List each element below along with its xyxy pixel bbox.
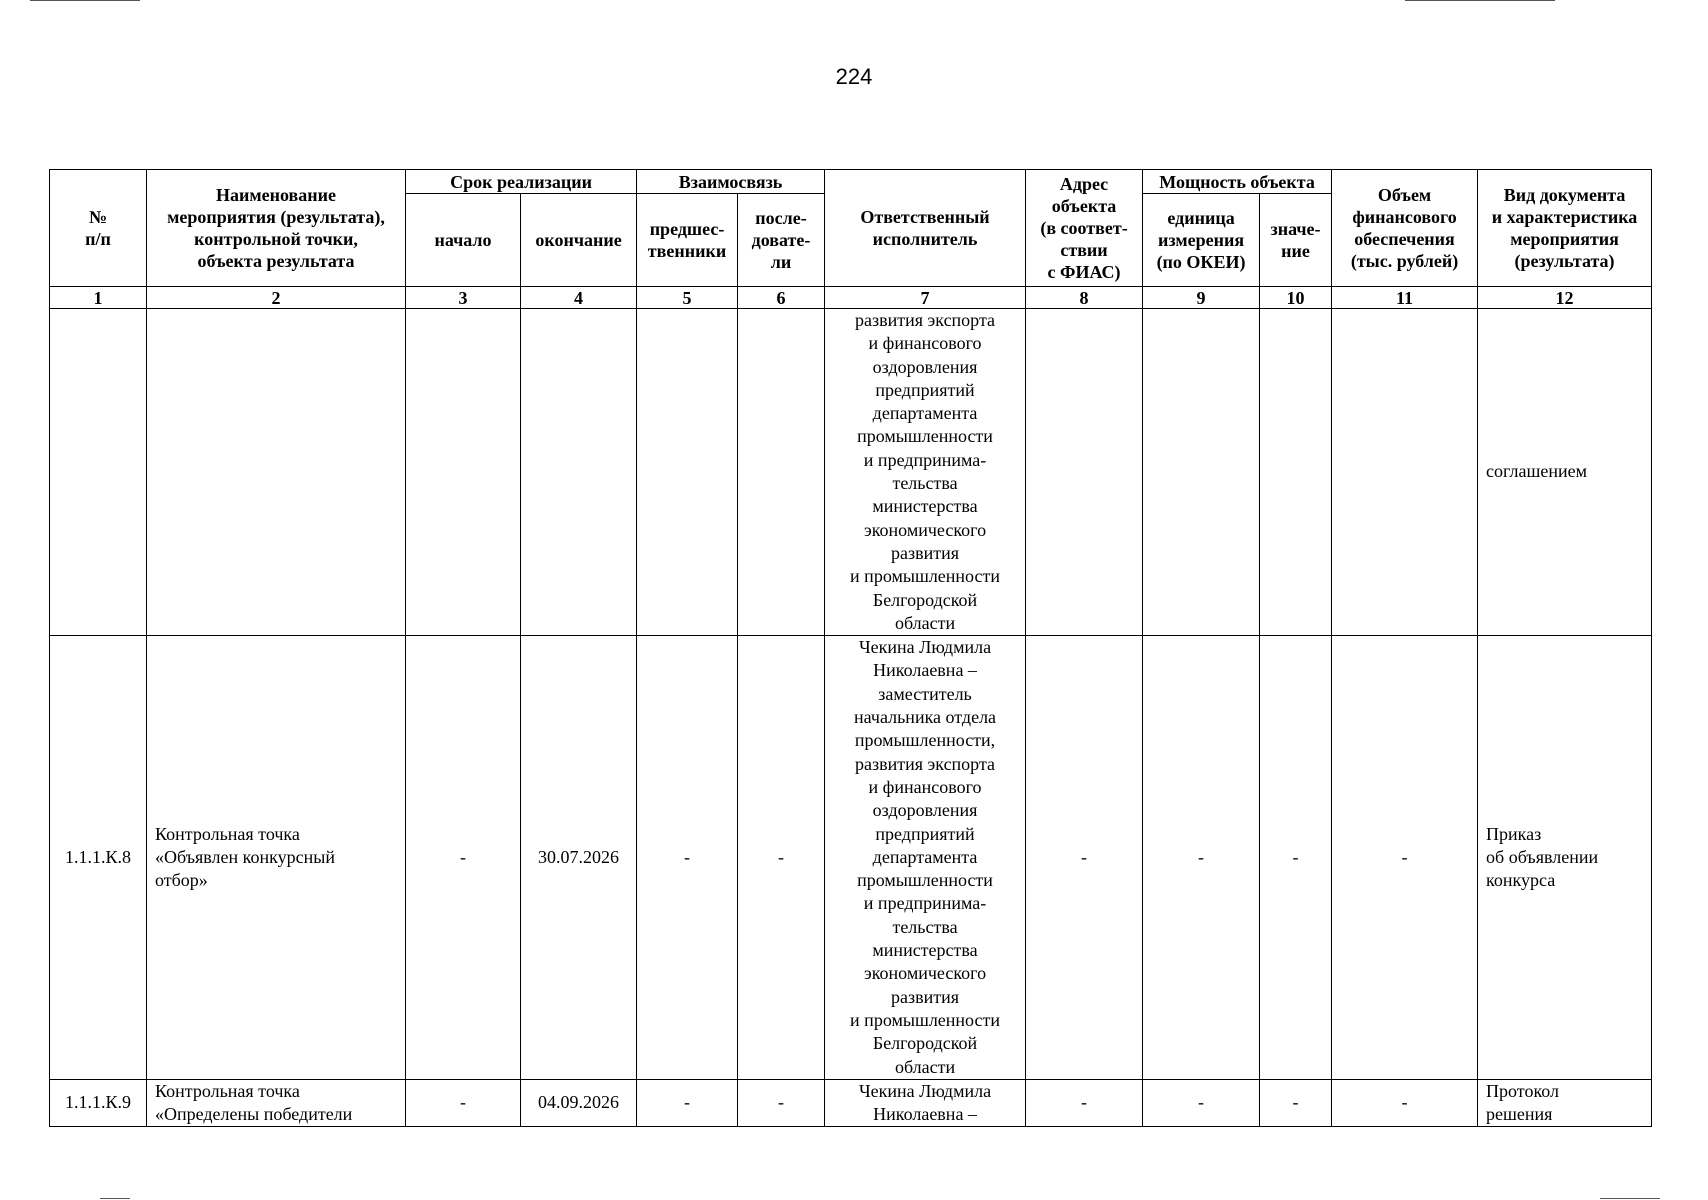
row-value: -	[1260, 1079, 1332, 1127]
header-address: Адрес объекта (в соответ- ствии с ФИАС)	[1026, 170, 1143, 287]
header-successors: после- довате- ли	[738, 194, 825, 287]
header-name: Наименование мероприятия (результата), контрольной точки, объекта результата	[147, 170, 406, 287]
table-row	[50, 636, 1652, 1080]
column-number: 2	[147, 287, 406, 309]
table-row	[50, 1079, 1652, 1127]
row-unit: -	[1143, 1079, 1260, 1127]
row-number: 1.1.1.К.8	[50, 636, 147, 1080]
page-number: 224	[835, 64, 873, 89]
column-number: 4	[521, 287, 637, 309]
header-capacity: Мощность объекта	[1143, 170, 1332, 194]
header-row-top	[50, 170, 1652, 194]
header-finance: Объем финансового обеспечения (тыс. рублей)	[1332, 170, 1478, 287]
row-finance: -	[1332, 636, 1478, 1080]
row-name: Контрольная точка «Объявлен конкурсный отбор»	[147, 636, 406, 1080]
activities-table	[49, 169, 1652, 1127]
row-end: 04.09.2026	[521, 1079, 637, 1127]
row-predecessors: -	[637, 636, 738, 1080]
row-responsible: развития экспорта и финансового оздоровления предприятий департамента промышленности и предпринима- тельства министерства экономического развития и промышленности Белгородской области	[825, 309, 1026, 636]
header-responsible: Ответственный исполнитель	[825, 170, 1026, 287]
bottom-edge-line-right	[1600, 1198, 1660, 1199]
table-row	[50, 309, 1652, 636]
column-number: 5	[637, 287, 738, 309]
row-successors: -	[738, 1079, 825, 1127]
header-end: окончание	[521, 194, 637, 287]
column-number: 1	[50, 287, 147, 309]
row-successors	[738, 309, 825, 636]
row-document: соглашением	[1478, 309, 1652, 636]
header-unit: единица измерения (по ОКЕИ)	[1143, 194, 1260, 287]
row-name: Контрольная точка «Определены победители	[147, 1079, 406, 1127]
row-document: Приказ об объявлении конкурса	[1478, 636, 1652, 1080]
column-number: 3	[406, 287, 521, 309]
row-start: -	[406, 636, 521, 1080]
row-predecessors	[637, 309, 738, 636]
row-end: 30.07.2026	[521, 636, 637, 1080]
header-document: Вид документа и характеристика мероприятия (результата)	[1478, 170, 1652, 287]
row-end	[521, 309, 637, 636]
header-number: № п/п	[50, 170, 147, 287]
top-edge-line-right	[1405, 0, 1555, 1]
row-finance: -	[1332, 1079, 1478, 1127]
row-responsible: Чекина Людмила Николаевна – заместитель начальника отдела промышленности, развития экспорта и финансового оздоровления предприятий департамента промышленности и предпринима- тельства министерства экономического развития и промышленности Белгородской области	[825, 636, 1026, 1080]
column-number: 6	[738, 287, 825, 309]
column-number: 7	[825, 287, 1026, 309]
row-start	[406, 309, 521, 636]
header-link: Взаимосвязь	[637, 170, 825, 194]
bottom-edge-line-left	[100, 1198, 130, 1199]
row-number	[50, 309, 147, 636]
row-unit	[1143, 309, 1260, 636]
row-address: -	[1026, 636, 1143, 1080]
row-address: -	[1026, 1079, 1143, 1127]
row-start: -	[406, 1079, 521, 1127]
header-period: Срок реализации	[406, 170, 637, 194]
row-unit: -	[1143, 636, 1260, 1080]
column-number: 8	[1026, 287, 1143, 309]
header-start: начало	[406, 194, 521, 287]
row-name	[147, 309, 406, 636]
row-successors: -	[738, 636, 825, 1080]
row-predecessors: -	[637, 1079, 738, 1127]
row-number: 1.1.1.К.9	[50, 1079, 147, 1127]
row-finance	[1332, 309, 1478, 636]
top-edge-line-left	[30, 0, 140, 1]
column-number-row	[50, 287, 1652, 309]
column-number: 11	[1332, 287, 1478, 309]
column-number: 9	[1143, 287, 1260, 309]
column-number: 12	[1478, 287, 1652, 309]
header-value: значе- ние	[1260, 194, 1332, 287]
row-value	[1260, 309, 1332, 636]
row-document: Протокол решения	[1478, 1079, 1652, 1127]
row-value: -	[1260, 636, 1332, 1080]
row-responsible: Чекина Людмила Николаевна –	[825, 1079, 1026, 1127]
row-address	[1026, 309, 1143, 636]
header-predecessors: предшес- твенники	[637, 194, 738, 287]
column-number: 10	[1260, 287, 1332, 309]
